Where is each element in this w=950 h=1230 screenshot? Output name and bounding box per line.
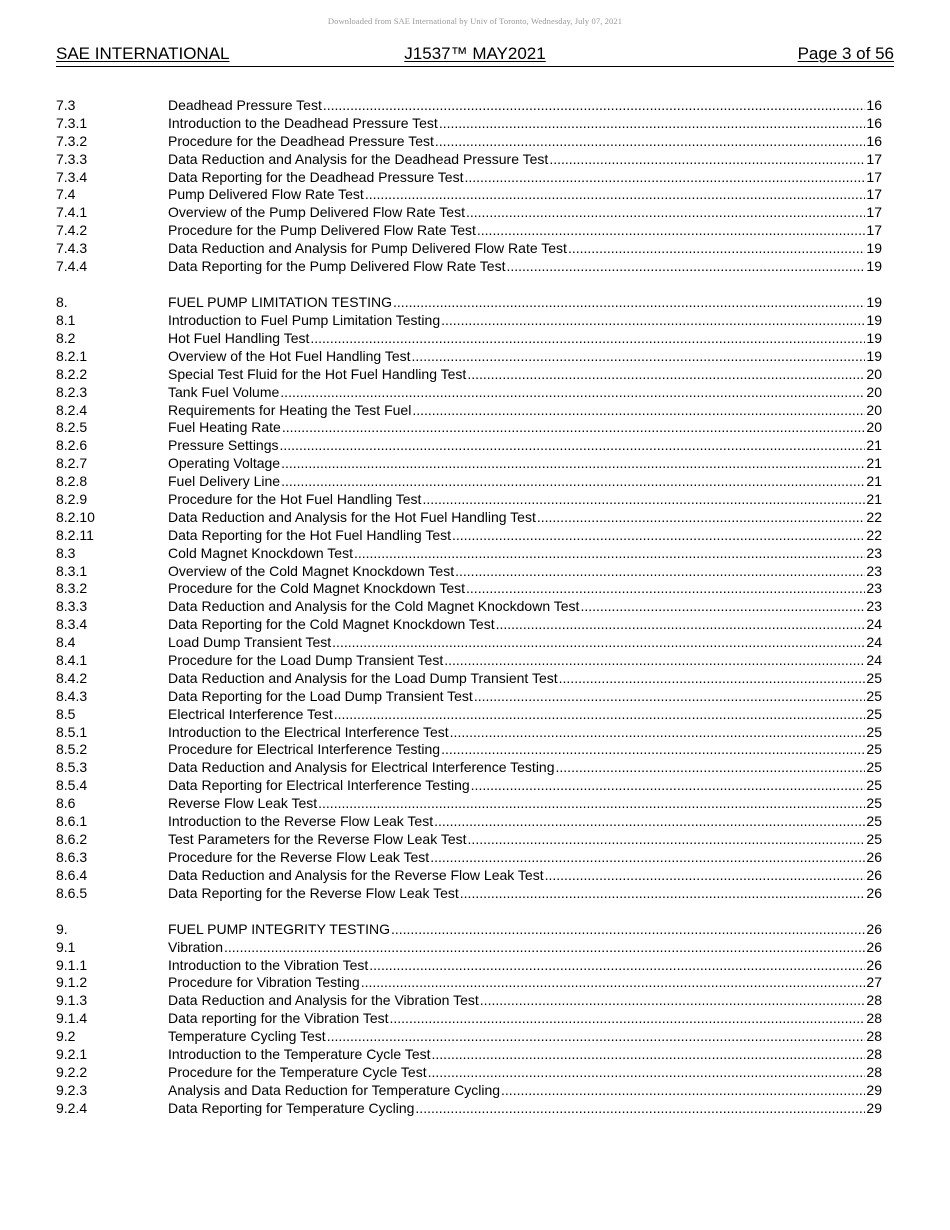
toc-page-number: 19	[866, 347, 882, 364]
toc-entry[interactable]	[56, 133, 882, 151]
toc-page-number: 25	[866, 741, 882, 758]
toc-section-number: 8.2.5	[56, 419, 88, 436]
toc-entry[interactable]	[56, 419, 882, 437]
toc-section-title: Overview of the Pump Delivered Flow Rate Test	[168, 204, 465, 221]
toc-entry[interactable]	[56, 455, 882, 473]
toc-entry[interactable]	[56, 616, 882, 634]
toc-dot-leader	[501, 1082, 865, 1100]
toc-section-number: 9.2.1	[56, 1046, 88, 1063]
toc-dot-leader	[452, 527, 865, 545]
toc-dot-leader	[455, 563, 865, 581]
toc-dot-leader	[369, 957, 865, 975]
toc-section-number: 8.3	[56, 544, 76, 561]
toc-entry[interactable]	[56, 957, 882, 975]
toc-dot-leader	[354, 545, 865, 563]
toc-section-number: 9.1.4	[56, 1010, 88, 1027]
toc-entry[interactable]	[56, 724, 882, 742]
toc-dot-leader	[559, 670, 866, 688]
toc-entry[interactable]	[56, 509, 882, 527]
toc-page-number: 17	[866, 204, 882, 221]
toc-dot-leader	[466, 580, 865, 598]
toc-entry[interactable]	[56, 348, 882, 366]
toc-section-title: Introduction to the Temperature Cycle Test	[168, 1046, 431, 1063]
toc-section-title: Data Reporting for Temperature Cycling	[168, 1099, 415, 1116]
toc-dot-leader	[568, 240, 865, 258]
toc-section-number: 8.2.11	[56, 526, 94, 543]
toc-entry[interactable]	[56, 384, 882, 402]
toc-entry[interactable]	[56, 867, 882, 885]
toc-dot-leader	[467, 366, 865, 384]
toc-entry[interactable]	[56, 652, 882, 670]
toc-section-title: Introduction to the Electrical Interference Test	[168, 723, 449, 740]
toc-page-number: 24	[866, 634, 882, 651]
toc-page-number: 20	[866, 383, 882, 400]
toc-dot-leader	[393, 294, 865, 312]
toc-section-title: Data Reporting for the Reverse Flow Leak Test	[168, 884, 459, 901]
toc-section-number: 9.1.3	[56, 992, 88, 1009]
toc-page-number: 20	[866, 401, 882, 418]
toc-section-title: Procedure for the Load Dump Transient Test	[168, 652, 444, 669]
toc-entry[interactable]	[56, 204, 882, 222]
toc-section-number: 8.4.2	[56, 669, 88, 686]
toc-page-number: 16	[866, 97, 882, 113]
toc-page-number: 23	[866, 580, 882, 597]
toc-section-number: 8.2.9	[56, 491, 88, 507]
toc-page-number: 26	[866, 938, 882, 955]
toc-entry[interactable]	[56, 527, 882, 545]
toc-dot-leader	[334, 706, 866, 724]
toc-dot-leader	[444, 652, 865, 670]
toc-entry[interactable]	[56, 795, 882, 813]
toc-page-number: 21	[866, 473, 882, 490]
toc-dot-leader	[460, 885, 866, 903]
toc-section-title: Introduction to the Vibration Test	[168, 956, 369, 973]
toc-page-number: 21	[866, 437, 882, 454]
toc-dot-leader	[464, 169, 865, 187]
toc-section-title: Overview of the Hot Fuel Handling Test	[168, 347, 411, 364]
toc-entry[interactable]	[56, 222, 882, 240]
toc-entry[interactable]	[56, 939, 882, 957]
toc-dot-leader	[450, 724, 866, 742]
toc-page-number: 22	[866, 526, 882, 543]
toc-dot-leader	[412, 348, 866, 366]
table-of-contents	[56, 97, 882, 1118]
toc-section-number: 9.1.2	[56, 974, 88, 991]
toc-section-number: 8.4.1	[56, 652, 88, 669]
toc-section-number: 8.5.3	[56, 759, 88, 776]
toc-section-title: FUEL PUMP INTEGRITY TESTING	[168, 920, 390, 937]
toc-section-number: 7.3.2	[56, 132, 88, 149]
toc-dot-leader	[474, 688, 866, 706]
toc-section-title: Introduction to Fuel Pump Limitation Testing	[168, 312, 441, 329]
toc-page-number: 25	[866, 813, 882, 830]
toc-dot-leader	[506, 258, 865, 276]
toc-section-number: 8.5.1	[56, 723, 88, 740]
toc-section-title: Test Parameters for the Reverse Flow Leak Test	[168, 830, 467, 847]
toc-section-title: Data Reduction and Analysis for the Hot Fuel Handling Test	[168, 508, 536, 525]
toc-section-title: Data reporting for the Vibration Test	[168, 1010, 389, 1027]
toc-section-number: 9.	[56, 920, 68, 937]
toc-section-title: Procedure for the Pump Delivered Flow Rate Test	[168, 222, 476, 239]
toc-entry[interactable]	[56, 921, 882, 939]
toc-section-number: 9.2.3	[56, 1081, 88, 1098]
toc-page-number: 29	[866, 1099, 882, 1116]
toc-dot-leader	[224, 939, 865, 957]
toc-section-number: 9.1	[56, 938, 76, 955]
toc-entry[interactable]	[56, 598, 882, 616]
toc-section-number: 7.4.3	[56, 240, 88, 257]
toc-section-title: Data Reduction and Analysis for Electrical Interference Testing	[168, 759, 555, 776]
toc-page-number: 22	[866, 508, 882, 525]
toc-entry[interactable]	[56, 831, 882, 849]
toc-section-number: 8.1	[56, 312, 76, 329]
toc-entry[interactable]	[56, 1046, 882, 1064]
toc-page-number: 28	[866, 1028, 882, 1045]
header-document-id: J1537™ MAY2021	[404, 44, 546, 63]
toc-dot-leader	[439, 115, 866, 133]
toc-dot-leader	[282, 419, 866, 437]
toc-section-number: 8.6.5	[56, 884, 88, 901]
toc-section-title: Introduction to the Deadhead Pressure Test	[168, 114, 438, 131]
toc-section-number: 8.3.2	[56, 580, 88, 597]
toc-page-number: 26	[866, 884, 882, 901]
toc-section-number: 7.3.1	[56, 114, 88, 131]
toc-section-title: Procedure for the Hot Fuel Handling Test	[168, 491, 422, 507]
toc-entry[interactable]	[56, 169, 882, 187]
toc-page-number: 19	[866, 294, 882, 311]
toc-entry[interactable]	[56, 186, 882, 204]
toc-section-number: 8.2.1	[56, 347, 88, 364]
toc-section-number: 7.4	[56, 186, 76, 203]
toc-entry[interactable]	[56, 706, 882, 724]
toc-entry[interactable]	[56, 741, 882, 759]
toc-entry[interactable]	[56, 1064, 882, 1082]
toc-entry[interactable]	[56, 974, 882, 992]
toc-dot-leader	[580, 598, 865, 616]
toc-section-title: Data Reporting for the Load Dump Transient Test	[168, 687, 473, 704]
toc-page-number: 26	[866, 956, 882, 973]
toc-section-title: Data Reporting for the Deadhead Pressure Test	[168, 168, 464, 185]
toc-dot-leader	[466, 204, 865, 222]
toc-section-title: Special Test Fluid for the Hot Fuel Handling Test	[168, 365, 467, 382]
toc-section-number: 8.2.8	[56, 473, 88, 490]
toc-dot-leader	[422, 491, 865, 509]
toc-section-title: Procedure for Vibration Testing	[168, 974, 360, 991]
toc-section-number: 8.3.4	[56, 616, 88, 633]
toc-section-number: 8.2.7	[56, 455, 88, 472]
toc-dot-leader	[361, 974, 866, 992]
toc-section-title: Temperature Cycling Test	[168, 1028, 326, 1045]
toc-section-number: 8.2.4	[56, 401, 88, 418]
toc-section-title: FUEL PUMP LIMITATION TESTING	[168, 294, 393, 311]
toc-entry[interactable]	[56, 849, 882, 867]
toc-section-number: 8.6.4	[56, 866, 88, 883]
toc-dot-leader	[391, 921, 865, 939]
toc-page-number: 25	[866, 705, 882, 722]
toc-page-number: 25	[866, 830, 882, 847]
toc-page-number: 21	[866, 455, 882, 472]
toc-section-title: Data Reduction and Analysis for the Load Dump Transient Test	[168, 669, 558, 686]
toc-page-number: 20	[866, 365, 882, 382]
toc-entry[interactable]	[56, 473, 882, 491]
toc-page-number: 25	[866, 795, 882, 812]
toc-page-number: 16	[866, 132, 882, 149]
toc-section-number: 8.6.1	[56, 813, 88, 830]
toc-page-number: 25	[866, 759, 882, 776]
toc-section-number: 7.4.2	[56, 222, 88, 239]
header-organization: SAE INTERNATIONAL	[56, 44, 230, 63]
toc-section-number: 8.2.3	[56, 383, 88, 400]
toc-entry[interactable]	[56, 97, 882, 115]
toc-dot-leader	[281, 455, 865, 473]
toc-dot-leader	[323, 97, 866, 115]
toc-dot-leader	[441, 741, 865, 759]
toc-dot-leader	[545, 867, 866, 885]
toc-page-number: 23	[866, 562, 882, 579]
toc-entry[interactable]	[56, 563, 882, 581]
toc-section-number: 8.6.2	[56, 830, 88, 847]
toc-section-number: 8.2	[56, 329, 76, 346]
toc-entry[interactable]	[56, 634, 882, 652]
toc-section-title: Data Reduction and Analysis for Pump Delivered Flow Rate Test	[168, 240, 567, 257]
toc-section-title: Data Reporting for the Pump Delivered Flow Rate Test	[168, 258, 506, 275]
toc-dot-leader	[281, 473, 865, 491]
toc-page-number: 25	[866, 723, 882, 740]
toc-entry[interactable]	[56, 813, 882, 831]
toc-section-number: 9.2.2	[56, 1063, 88, 1080]
toc-section-number: 8.6.3	[56, 848, 88, 865]
toc-dot-leader	[390, 1010, 866, 1028]
toc-section-title: Hot Fuel Handling Test	[168, 329, 310, 346]
download-watermark: Downloaded from SAE International by Univ of Toronto, Wednesday, July 07, 2021	[327, 16, 623, 26]
toc-section-title: Analysis and Data Reduction for Temperature Cycling	[168, 1081, 501, 1098]
toc-entry[interactable]	[56, 258, 882, 276]
toc-dot-leader	[496, 616, 866, 634]
toc-page-number: 25	[866, 777, 882, 794]
toc-section-title: Data Reporting for the Hot Fuel Handling Test	[168, 526, 452, 543]
toc-section-title: Deadhead Pressure Test	[168, 97, 322, 113]
toc-page-number: 17	[866, 168, 882, 185]
toc-entry[interactable]	[56, 777, 882, 795]
toc-dot-leader	[412, 402, 865, 420]
toc-page-number: 17	[866, 186, 882, 203]
toc-section-title: Requirements for Heating the Test Fuel	[168, 401, 412, 418]
toc-section-title: Data Reduction and Analysis for the Deadhead Pressure Test	[168, 150, 549, 167]
toc-dot-leader	[432, 1046, 866, 1064]
toc-dot-leader	[280, 437, 866, 455]
toc-dot-leader	[549, 151, 865, 169]
toc-dot-leader	[365, 186, 866, 204]
toc-page-number: 19	[866, 258, 882, 275]
toc-dot-leader	[428, 1064, 866, 1082]
toc-dot-leader	[327, 1028, 866, 1046]
toc-page-number: 19	[866, 329, 882, 346]
toc-dot-leader	[471, 777, 866, 795]
toc-dot-leader	[441, 312, 865, 330]
toc-entry[interactable]	[56, 1010, 882, 1028]
toc-section-number: 8.5	[56, 705, 76, 722]
page-header	[56, 44, 894, 67]
toc-section-number: 9.1.1	[56, 956, 88, 973]
toc-entry[interactable]	[56, 885, 882, 903]
toc-page-number: 19	[866, 240, 882, 257]
toc-section-title: Fuel Heating Rate	[168, 419, 281, 436]
toc-page-number: 28	[866, 1046, 882, 1063]
toc-section-title: Data Reporting for the Cold Magnet Knockdown Test	[168, 616, 495, 633]
toc-section-title: Tank Fuel Volume	[168, 383, 280, 400]
toc-section-number: 8.	[56, 294, 68, 311]
toc-entry[interactable]	[56, 115, 882, 133]
toc-page-number: 27	[866, 974, 882, 991]
toc-entry[interactable]	[56, 151, 882, 169]
toc-section-number: 8.3.3	[56, 598, 88, 615]
toc-entry[interactable]	[56, 312, 882, 330]
toc-dot-leader	[332, 634, 865, 652]
toc-section-title: Procedure for the Deadhead Pressure Test	[168, 132, 434, 149]
toc-section-title: Data Reporting for Electrical Interference Testing	[168, 777, 470, 794]
toc-entry[interactable]	[56, 670, 882, 688]
toc-dot-leader	[310, 330, 865, 348]
toc-dot-leader	[415, 1100, 865, 1118]
toc-page-number: 28	[866, 1010, 882, 1027]
toc-section-title: Vibration	[168, 938, 224, 955]
toc-entry[interactable]	[56, 330, 882, 348]
toc-section-number: 7.4.4	[56, 258, 88, 275]
toc-dot-leader	[468, 831, 866, 849]
toc-entry[interactable]	[56, 402, 882, 420]
toc-section-title: Reverse Flow Leak Test	[168, 795, 318, 812]
toc-page-number: 28	[866, 1063, 882, 1080]
toc-section-number: 8.4.3	[56, 687, 88, 704]
toc-dot-leader	[280, 384, 865, 402]
toc-section-title: Data Reduction and Analysis for the Cold Magnet Knockdown Test	[168, 598, 580, 615]
toc-section-title: Procedure for the Reverse Flow Leak Test	[168, 848, 430, 865]
toc-section-title: Cold Magnet Knockdown Test	[168, 544, 353, 561]
toc-section-number: 8.5.2	[56, 741, 88, 758]
toc-section-number: 8.2.6	[56, 437, 88, 454]
toc-page-number: 17	[866, 222, 882, 239]
toc-section-title: Data Reduction and Analysis for the Reverse Flow Leak Test	[168, 866, 544, 883]
toc-entry[interactable]	[56, 366, 882, 384]
toc-section-title: Overview of the Cold Magnet Knockdown Test	[168, 562, 455, 579]
toc-section-title: Load Dump Transient Test	[168, 634, 332, 651]
toc-section-number: 8.6	[56, 795, 76, 812]
toc-section-title: Procedure for the Cold Magnet Knockdown Test	[168, 580, 466, 597]
toc-section-number: 7.3.3	[56, 150, 88, 167]
toc-section-number: 8.2.2	[56, 365, 88, 382]
toc-section-number: 7.3.4	[56, 168, 88, 185]
toc-section-number: 7.4.1	[56, 204, 88, 221]
toc-dot-leader	[537, 509, 866, 527]
toc-section-number: 8.2.10	[56, 508, 95, 525]
toc-section-number: 7.3	[56, 97, 76, 113]
toc-dot-leader	[556, 759, 866, 777]
toc-page-number: 28	[866, 992, 882, 1009]
toc-dot-leader	[318, 795, 865, 813]
toc-dot-leader	[435, 133, 866, 151]
toc-page-number: 25	[866, 687, 882, 704]
toc-section-title: Procedure for Electrical Interference Testing	[168, 741, 441, 758]
toc-section-title: Introduction to the Reverse Flow Leak Test	[168, 813, 434, 830]
toc-entry[interactable]	[56, 437, 882, 455]
toc-page-number: 21	[866, 491, 882, 507]
toc-section-number: 9.2	[56, 1028, 76, 1045]
toc-section-title: Fuel Delivery Line	[168, 473, 281, 490]
toc-section-number: 8.5.4	[56, 777, 88, 794]
toc-page-number: 24	[866, 652, 882, 669]
toc-section-number: 8.4	[56, 634, 76, 651]
toc-page-number: 19	[866, 312, 882, 329]
toc-section-title: Procedure for the Temperature Cycle Test	[168, 1063, 427, 1080]
toc-page-number: 16	[866, 114, 882, 131]
toc-page-number: 23	[866, 598, 882, 615]
toc-entry[interactable]	[56, 992, 882, 1010]
toc-page-number: 20	[866, 419, 882, 436]
toc-section-title: Pressure Settings	[168, 437, 279, 454]
toc-dot-leader	[434, 813, 865, 831]
toc-entry[interactable]	[56, 294, 882, 312]
toc-dot-leader	[430, 849, 865, 867]
toc-entry[interactable]	[56, 545, 882, 563]
toc-entry[interactable]	[56, 1100, 882, 1118]
toc-entry[interactable]	[56, 1082, 882, 1100]
toc-entry[interactable]	[56, 580, 882, 598]
toc-section-title: Data Reduction and Analysis for the Vibration Test	[168, 992, 479, 1009]
toc-page-number: 26	[866, 920, 882, 937]
toc-section-title: Electrical Interference Test	[168, 705, 333, 722]
toc-section-number: 9.2.4	[56, 1099, 88, 1116]
toc-page-number: 29	[866, 1081, 882, 1098]
toc-entry[interactable]	[56, 688, 882, 706]
toc-page-number: 17	[866, 150, 882, 167]
toc-entry[interactable]	[56, 240, 882, 258]
toc-section-title: Operating Voltage	[168, 455, 281, 472]
toc-section-title: Pump Delivered Flow Rate Test	[168, 186, 364, 203]
toc-entry[interactable]	[56, 491, 882, 509]
toc-entry[interactable]	[56, 759, 882, 777]
toc-dot-leader	[480, 992, 866, 1010]
toc-dot-leader	[477, 222, 866, 240]
toc-page-number: 25	[866, 669, 882, 686]
toc-page-number: 24	[866, 616, 882, 633]
header-page-number: Page 3 of 56	[797, 44, 894, 63]
toc-page-number: 26	[866, 848, 882, 865]
toc-section-number: 8.3.1	[56, 562, 88, 579]
toc-entry[interactable]	[56, 1028, 882, 1046]
toc-page-number: 26	[866, 866, 882, 883]
toc-page-number: 23	[866, 544, 882, 561]
